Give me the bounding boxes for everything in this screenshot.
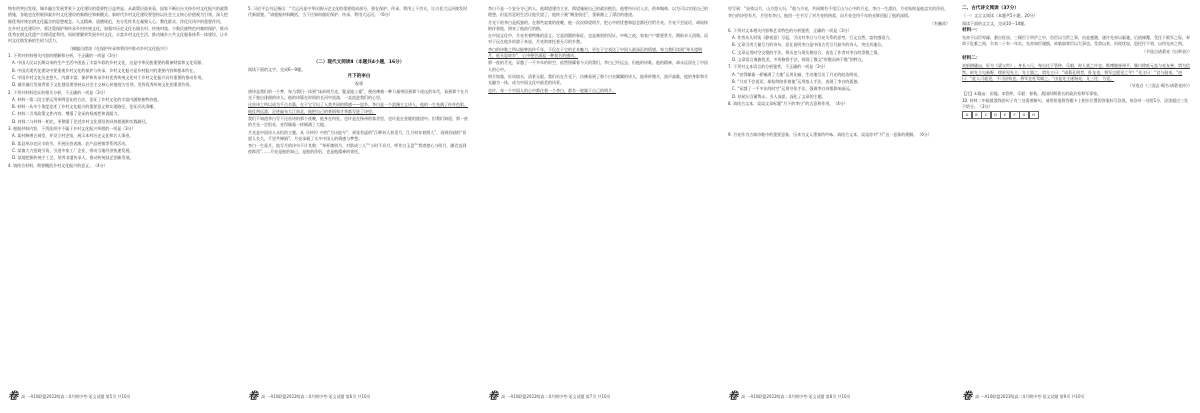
question-stem: 3. 根据材料内容，下列选项中不属于乡村文化振兴举措的一项是（3分）: [8, 126, 136, 132]
page-label: 高一·A10联盟2023级高二4月期中考·语文试题 第6页 共10页: [261, 394, 371, 399]
article-paragraph: 李白的诗歌之所以能够流传千年，不仅在于它的艺术魅力，更在于它表达了中国人最深沉的情感。每当我们读到“举头望明月，低头思故乡”，心中便会涌起一种莫名的感动。: [488, 46, 703, 59]
brand-logo: 卷: [962, 391, 972, 402]
answer-grid-row: [962, 111, 1192, 119]
answer-option: A. 材料一第二段主要运用举例论证的方法，论证了乡村文化的丰富内涵和独特价值。: [12, 96, 162, 102]
grid-cell[interactable]: D: [991, 111, 1001, 119]
subsection-heading: （一）文言文阅读（本题共5小题，20分）: [962, 13, 1038, 19]
grid-cell[interactable]: B: [972, 111, 982, 119]
answer-option: D. 文章语言典雅优美，多用修辞手法，体现了散文“形散而神不散”的特点。: [732, 57, 866, 63]
article-paragraph: 那一夜的月光，穿越了一千多年的时空，依然照耀着今天的我们。李白已经远去，但他的诗歌、他的精神，却永远留在了中国人的心中。: [488, 60, 708, 72]
article-author: 祝勇: [355, 81, 363, 87]
article-paragraph: 我们不知道李白写下这首诗的那个夜晚，他身在何处。也许是在扬州的客舍里，也许是在金陵的旅途中。但我们知道，那一夜的月光一定很亮，亮得像霜一样铺满了大地。: [248, 115, 468, 128]
question-stem: 10. 材料二中画波浪线的句子有三处需要断句，请用铅笔将答题卡上相应位置的答案标号涂黑。每涂对一处给1分，涂黑超过三处不给分。（3分）: [962, 97, 1189, 110]
question-stem: 5. 习近平总书记指出：“大运河是中华民族历史文化的重要组成部分，要在保护、传承、利用上下功夫，让古老大运河焕发时代新面貌。”请根据材料概括，当下应如何做好保护、传承、利用大运河。（6分）: [248, 6, 468, 18]
section-heading: 二、古代诗文阅读（37分）: [962, 6, 1019, 11]
answer-option: A. 某村修缮古祠堂，并设立村史馆，展示本村历史文化和名人事迹。: [12, 133, 134, 139]
question-stem: 7. 下列对文本语言的分析鉴赏，不正确的一项是（3分）: [728, 64, 828, 70]
answer-option: C. 文章运用时空交错的手法，将历史与现实相结合，表达了作者对李白的崇敬之情。: [732, 49, 882, 55]
article-paragraph: 李白一生爱月。他写月的诗句不计其数：“举杯邀明月，对影成三人”“小时不识月，呼作白玉盘”“我寄愁心与明月，随君直到夜郎西”……月亮是他的知己，是他的伴侣，也是他精神的寄托。: [248, 143, 467, 155]
grid-cell[interactable]: A: [962, 111, 972, 119]
article-paragraph: 李白的诗里有月，月里有李白。他用一生书写了对月亮的热爱，而月亮也用千年的光辉回报了他的深情。: [728, 13, 912, 19]
section-intro: 阅读下面的文字，完成6～9题。: [248, 66, 306, 72]
question-stem: 4. 请结合材料，简要概括乡村文化振兴的意义。（4分）: [8, 162, 108, 168]
answer-option: B. 材料一从多个角度论述了乡村文化振兴的重要意义和实现路径，论证层次清晰。: [12, 104, 158, 110]
article-paragraph: 明月如霜，好风如水，清景无限。我们站在月光下，仿佛看到了那个白衣飘飘的诗人，他举杯邀月，放声高歌，他的身影和月光融为一体，成为中国文化中最美的风景。: [488, 73, 708, 86]
classical-text: 先帝不以臣卑鄙，猥自枉屈，三顾臣于草庐之中，咨臣以当世之事，由是感激，遂许先帝以驱驰。后值倾覆，受任于败军之际，奉命于危难之间，尔来二十有一年矣。先帝知臣谨慎，故临崩寄臣以大事也。受命以来，夙夜忧叹，恐托付不效，以伤先帝之明。: [962, 35, 1190, 47]
answer-option: A. “亮得像霜一样铺满了大地”运用比喻，生动地写出了月光的皎洁明亮。: [732, 71, 862, 77]
section-heading: （二）现代文阅读Ⅱ（本题共4小题，16分）: [313, 59, 405, 65]
grid-cell[interactable]: H: [1029, 111, 1039, 119]
page-column-5: [962, 6, 1192, 120]
material-label: 材料二：: [962, 56, 981, 62]
brand-logo: 卷: [728, 391, 738, 402]
page-column-1: [8, 6, 230, 170]
answer-option: A. 作者从儿时读《静夜思》写起，引出对李白与月亮关系的思考，行文自然，富有感染力。: [732, 35, 894, 41]
answer-option: D. 城乡融合发展背景下文化建设要坚持以社会主义核心价值观为引领，发挥优秀传统文化的重要作用。: [12, 82, 194, 88]
article-paragraph: 里写到：“昼夜以月，山月悠人归，”他与月亮，共同拥有千里江山与心中的月光。李白一生漂泊，月亮始终是他忠实的伴侣。: [728, 6, 949, 11]
page-label: 高一·A10联盟2023级高二4月期中考·语文试题 第5页 共10页: [21, 394, 131, 399]
page-column-3: [488, 6, 710, 95]
page-label: 高一·A10联盟2023级高二4月期中考·语文试题 第8页 共10页: [741, 394, 851, 399]
page-footer: [728, 392, 851, 402]
brand-logo: 卷: [248, 391, 258, 402]
annotation-note: 【注】①陇亩：田地。②管仲、乐毅：春秋、战国时期著名的政治家和军事家。: [962, 90, 1102, 96]
material-label: 材料一：: [962, 27, 981, 33]
article-title: 月下的李白: [347, 74, 371, 80]
brand-logo: 卷: [8, 391, 18, 402]
article-paragraph: 月光是中国诗人永恒的主题。从《诗经》中的“月出皎兮”，到张若虚的“江畔何人初见月，江月何年初照人”，再到苏轼的“但愿人长久，千里共婵娟”，月亮承载了太多中国人的情感与梦想。: [248, 129, 467, 141]
source-note: （有删改）: [930, 20, 950, 26]
brand-logo: 卷: [488, 391, 498, 402]
source-citation: （节选自诸葛亮《出师表》）: [1142, 48, 1192, 54]
answer-option: C. “穿越了一千多年的时空”运用夸张手法，强调李白诗歌影响深远。: [732, 86, 854, 92]
article-paragraph: 唐诗是我们的一个梦，每当我们一读到“床前明月光，疑是地上霜”，便仿佛被一种力量带回到那个遥远的年代，看到那个在月光下独自徘徊的诗人。他的诗篇在时间的长河中流淌，一直流进我们的心里。: [248, 88, 469, 101]
question-stem: 6. 下列对文本相关内容和艺术特色的分析鉴赏，正确的一项是（3分）: [728, 27, 852, 33]
answer-space: [248, 20, 470, 60]
article-paragraph: 李白不是一个安分守己的人。他渴望建功立业，渴望施展自己的政治抱负。他曾经应诏入京，供奉翰林，以为可以实现自己的理想，但是宫廷的生活让他失望了，他终于被“赐金放还”，重新踏上了漂泊的旅途。: [488, 6, 708, 18]
grid-cell[interactable]: C: [981, 111, 991, 119]
question-stem: 9. 月亮作为古典诗歌中的重要意象，历来为文人墨客所吟咏。请结合文本，谈谈你对“月”这一意象的理解。（6分）: [728, 132, 932, 138]
answer-option: C. 某镇大力招商引资，引进多家工厂企业，带动当地经济快速发展。: [12, 147, 134, 153]
answer-option: B. 某县举办农民丰收节，开展民俗表演、农产品展销等系列活动。: [12, 140, 130, 146]
answer-option: C. 中国乡村文化历史悠久，内涵丰富，保护和传承乡村优秀传统文化对于乡村文化振兴具有重要的推动作用。: [12, 74, 206, 80]
answer-option: D. 某地挖掘传统手工艺，培养非遗传承人，推动传统技艺创新发展。: [12, 155, 134, 161]
source-citation: （摘编自徐涛《在保护传承和利用中推动乡村文化振兴》）: [68, 45, 170, 51]
page-footer: [488, 392, 611, 402]
page-label: 高一·A10联盟2023级高二4月期中考·语文试题 第7页 共10页: [501, 394, 611, 399]
answer-option: B. 文章引用大量写月的诗句，意在说明李白是中国古代写月最多的诗人，突出其地位。: [732, 42, 886, 48]
page-footer: [8, 392, 131, 402]
answer-grid[interactable]: [962, 111, 1038, 119]
answer-option: A. 中国人民以长期以来的生产生活中创造了丰富多彩的乡村文化，这是中华民族重要的精神财富和文化资源。: [12, 60, 206, 66]
answer-option: C. 材料二引用政策文件内容，增强了论证的权威性和说服力。: [12, 111, 122, 117]
answer-option: D. 结尾句含蓄隽永，引人深思，深化了文章的主题。: [732, 93, 826, 99]
page-column-2: [248, 6, 470, 157]
page-footer: [248, 392, 371, 402]
grid-cell[interactable]: G: [1019, 111, 1029, 119]
passage-paragraph: 物有所突出发现。城乡融合发展背景下文化建设的重要性日益突显。从政策层面来看，国家不断出台支持乡村文化振兴的政策措施，各地也在积极探索乡村文化建设的新路径和新模式。新时代乡村文化建设要坚持以社会主义核心价值观为引领，深入挖掘优秀传统农耕文化蕴含的思想观念、人文精神、道德规范，充分发挥其在凝聚人心、教化群众、淳化民风中的重要作用。: [8, 6, 228, 24]
grid-cell[interactable]: F: [1010, 111, 1020, 119]
passage-paragraph: 在乡村文化建设中，要注重保护和传承乡村传统文化，加强对历史文化名镇名村、传统村落、少数民族特色村寨的保护，推动优秀农耕文化遗产合理适度利用。同时要繁荣发展乡村文化，丰富乡村文化生活，推动城乡公共文化服务体系一体建设，让乡村文化焕发新的生机与活力。: [8, 25, 228, 44]
classical-text: 亮躬耕陇亩，好为《梁父吟》。身长八尺，每自比于管仲、乐毅，时人莫之许也。惟博陵崔州平、颍川徐庶元直与亮友善，谓为信然。时先主屯新野。徐庶见先主，先主器之，谓先主曰：“诸葛孔明者，卧龙也，将军岂愿见之乎？”先主曰：“君与俱来。”庶曰：“此人可就见，不可屈致也。将军宜枉驾顾之。”由是先主遂诣亮，凡三往，乃见。: [962, 63, 1190, 81]
page-footer: [962, 392, 1085, 402]
question-stem: 8. 请结合文本，谈谈文章标题“月下的李白”的含意和作用。（4分）: [728, 100, 848, 106]
answer-option: B. “月亮不会说话，却始终陪伴着他”运用拟人手法，表现了李白的孤独。: [732, 78, 862, 84]
page-label: 高一·A10联盟2023级高二4月期中考·语文试题 第9页 共10页: [975, 394, 1085, 399]
article-paragraph: 月光下的李白是孤独的。在那些寂寞的夜晚，他一次次仰望明月，把心中的忧愁和思念都托付给月亮。月亮不会说话，却始终陪伴着他，照亮了他前行的路。: [488, 19, 708, 31]
grid-cell[interactable]: E: [1000, 111, 1010, 119]
question-stem: 2. 下列对材料论证的相关分析，不正确的一项是（3分）: [8, 89, 108, 95]
answer-space: [728, 108, 950, 132]
answer-option: B. 中国式现代化建设中要重视乡村文化的保护与传承，乡村文化振兴是乡村振兴的重要内容和根本所在。: [12, 67, 198, 73]
article-paragraph: 在中国文化中，月亮有着特殊的意义。它是团圆的象征，也是离别的见证。中秋之夜，家家户户都要赏月，期盼亲人团聚。而对于远在他乡的游子来说，月亮则寄托着无尽的乡愁。: [488, 33, 708, 45]
article-paragraph: 这首诗之所以成为千古名篇，在于它写出了人类共同的情感——思乡。李白是一个浪漫主义诗人，他的一生充满了传奇色彩。他仗剑远游，足迹遍布大江南北，他把自己的豪情和才华都写进了诗里。: [248, 102, 468, 114]
page-column-4: [728, 6, 950, 139]
question-stem: 1. 下列对材料相关内容的理解和分析，不正确的一项是（3分）: [8, 53, 120, 59]
section-intro: 阅读下面的文言文，完成10～14题。: [962, 20, 1029, 26]
source-citation: （节选自《三国志·蜀书·诸葛亮传》）: [1127, 83, 1192, 89]
article-paragraph: 也许，每一个中国人的心中都住着一个李白，都有一轮属于自己的明月。: [488, 87, 616, 93]
answer-option: D. 材料二与材料一相比，更侧重于论述乡村文化建设的具体措施和实践路径。: [12, 118, 150, 124]
